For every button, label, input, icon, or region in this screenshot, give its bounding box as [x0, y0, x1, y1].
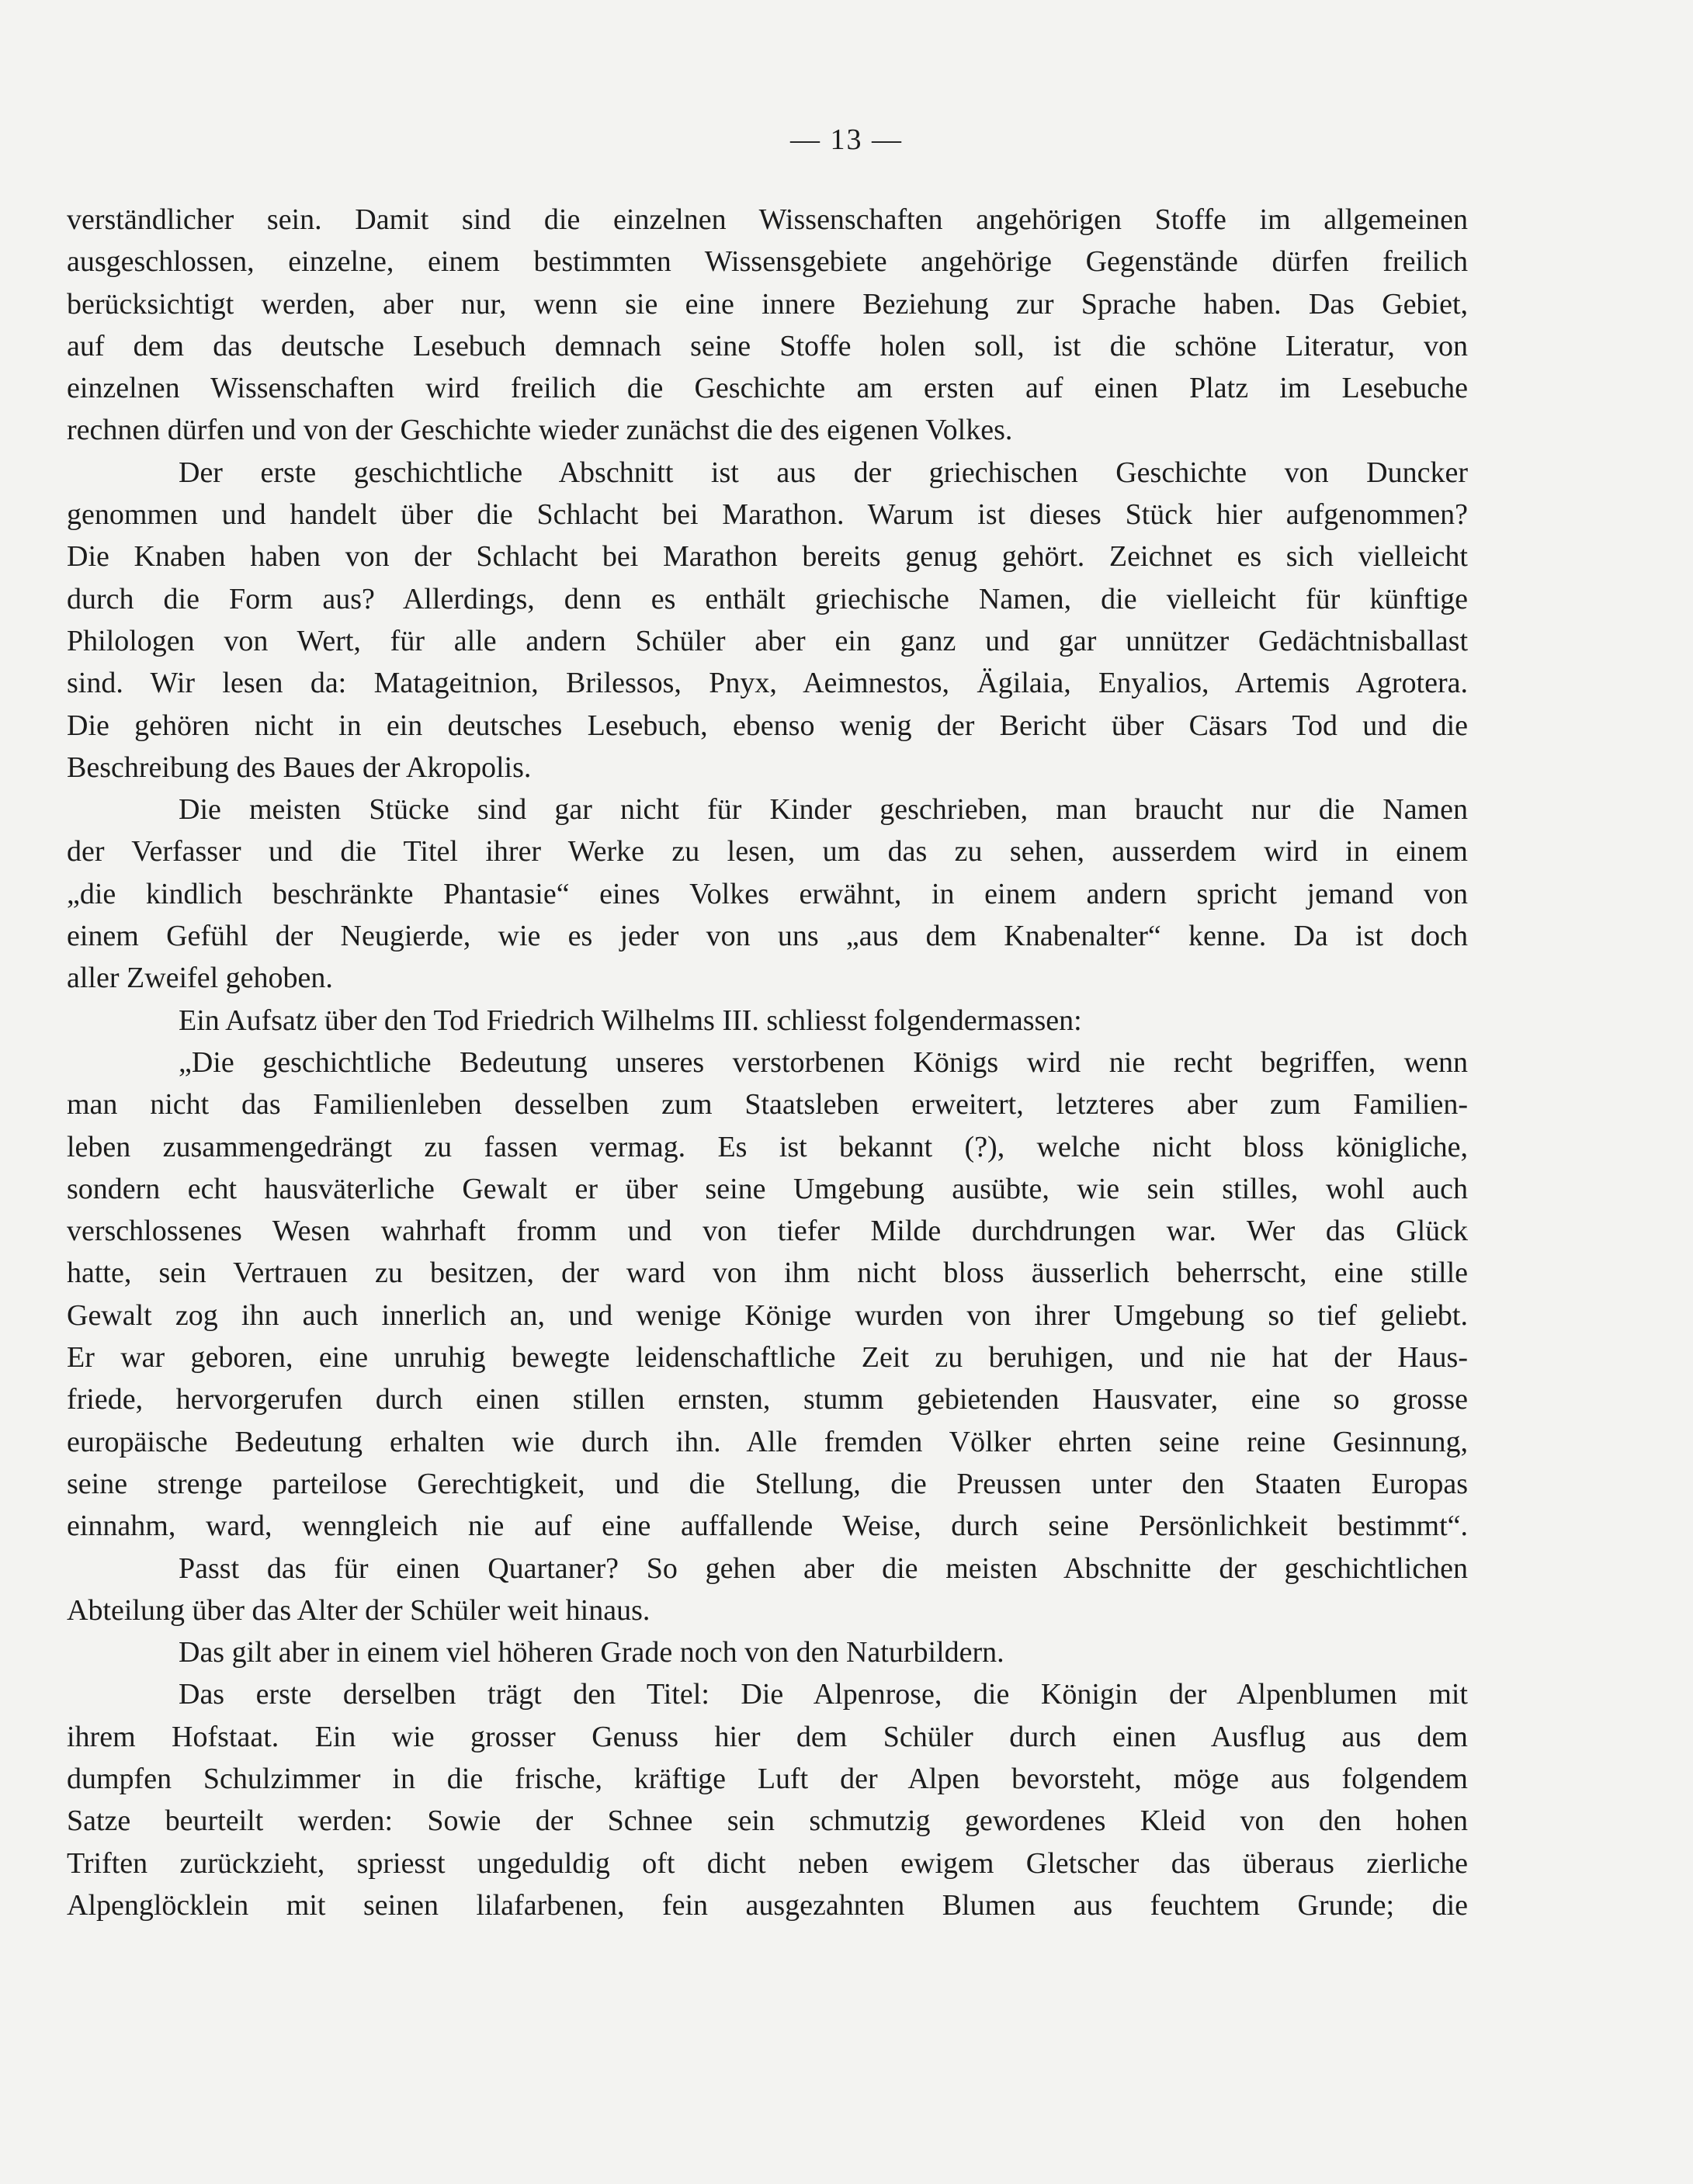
text-line: auf dem das deutsche Lesebuch demnach seine Stoffe holen soll, ist die schöne Literatur, von	[67, 329, 1468, 362]
text-line: „die kindlich beschränkte Phantasie“ eines Volkes erwähnt, in einem andern spricht jemand von	[67, 877, 1468, 910]
text-line: Die gehören nicht in ein deutsches Lesebuch, ebenso wenig der Bericht über Cäsars Tod und die	[67, 709, 1468, 742]
text-line: Beschreibung des Baues der Akropolis.	[67, 751, 532, 784]
text-line: Das erste derselben trägt den Titel: Die Alpenrose, die Königin der Alpenblumen mit	[179, 1678, 1468, 1711]
text-line: friede, hervorgerufen durch einen stillen ernsten, stumm gebietenden Hausvater, eine so grosse	[67, 1383, 1468, 1416]
text-line: Die Knaben haben von der Schlacht bei Marathon bereits genug gehört. Zeichnet es sich vielleicht	[67, 540, 1468, 574]
text-line: Ein Aufsatz über den Tod Friedrich Wilhelms III. schliesst folgendermassen:	[179, 1004, 1082, 1037]
text-line: einzelnen Wissenschaften wird freilich die Geschichte am ersten auf einen Platz im Lesebuche	[67, 372, 1468, 405]
text-line: dumpfen Schulzimmer in die frische, kräftige Luft der Alpen bevorsteht, möge aus folgendem	[67, 1762, 1468, 1795]
text-line: hatte, sein Vertrauen zu besitzen, der ward von ihm nicht bloss äusserlich beherrscht, eine stille	[67, 1257, 1468, 1290]
text-line: Triften zurückzieht, spriesst ungeduldig oft dicht neben ewigem Gletscher das überaus zierliche	[67, 1846, 1468, 1880]
text-line: Er war geboren, eine unruhig bewegte leidenschaftliche Zeit zu beruhigen, und nie hat der Haus-	[67, 1341, 1468, 1375]
text-line: verschlossenes Wesen wahrhaft fromm und von tiefer Milde durchdrungen war. Wer das Glück	[67, 1215, 1468, 1248]
text-line: Der erste geschichtliche Abschnitt ist aus der griechischen Geschichte von Duncker	[179, 456, 1468, 489]
text-line: Satze beurteilt werden: Sowie der Schnee sein schmutzig gewordenes Kleid von den hohen	[67, 1804, 1468, 1838]
text-line: sind. Wir lesen da: Matageitnion, Brilessos, Pnyx, Aeimnestos, Ägilaia, Enyalios, Artemis Agrotera.	[67, 667, 1468, 700]
text-line: rechnen dürfen und von der Geschichte wieder zunächst die des eigenen Volkes.	[67, 414, 1013, 447]
page-number: — 13 —	[790, 123, 903, 156]
text-line: der Verfasser und die Titel ihrer Werke zu lesen, um das zu sehen, ausserdem wird in einem	[67, 835, 1468, 868]
text-line: europäische Bedeutung erhalten wie durch ihn. Alle fremden Völker ehrten seine reine Gesinnung,	[67, 1425, 1468, 1458]
text-line: aller Zweifel gehoben.	[67, 962, 333, 995]
text-line: „Die geschichtliche Bedeutung unseres verstorbenen Königs wird nie recht begriffen, wenn	[179, 1045, 1468, 1079]
text-line: einem Gefühl der Neugierde, wie es jeder von uns „aus dem Knabenalter“ kenne. Da ist doch	[67, 920, 1468, 953]
text-line: Das gilt aber in einem viel höheren Grade noch von den Naturbildern.	[179, 1636, 1004, 1669]
text-line: Alpenglöcklein mit seinen lilafarbenen, fein ausgezahnten Blumen aus feuchtem Grunde; die	[67, 1888, 1468, 1922]
body-text	[67, 199, 1468, 1926]
text-line: genommen und handelt über die Schlacht bei Marathon. Warum ist dieses Stück hier aufgenommen?	[67, 498, 1468, 532]
text-line: Philologen von Wert, für alle andern Schüler aber ein ganz und gar unnützer Gedächtnisballast	[67, 624, 1468, 657]
text-line: Gewalt zog ihn auch innerlich an, und wenige Könige wurden von ihrer Umgebung so tief geliebt.	[67, 1298, 1468, 1332]
text-line: sondern echt hausväterliche Gewalt er über seine Umgebung ausübte, wie sein stilles, wohl auch	[67, 1172, 1468, 1205]
text-line: ihrem Hofstaat. Ein wie grosser Genuss hier dem Schüler durch einen Ausflug aus dem	[67, 1720, 1468, 1753]
text-line: leben zusammengedrängt zu fassen vermag. Es ist bekannt (?), welche nicht bloss königliche,	[67, 1130, 1468, 1163]
text-line: man nicht das Familienleben desselben zum Staatsleben erweitert, letzteres aber zum Familien-	[67, 1088, 1468, 1121]
text-line: einnahm, ward, wenngleich nie auf eine auffallende Weise, durch seine Persönlichkeit bestimmt“.	[67, 1510, 1468, 1543]
text-line: Passt das für einen Quartaner? So gehen aber die meisten Abschnitte der geschichtlichen	[179, 1551, 1468, 1585]
text-line: durch die Form aus? Allerdings, denn es enthält griechische Namen, die vielleicht für künftige	[67, 582, 1468, 615]
text-line: seine strenge parteilose Gerechtigkeit, und die Stellung, die Preussen unter den Staaten Europas	[67, 1467, 1468, 1500]
text-line: verständlicher sein. Damit sind die einzelnen Wissenschaften angehörigen Stoffe im allgemeinen	[67, 203, 1468, 236]
text-line: berücksichtigt werden, aber nur, wenn sie eine innere Beziehung zur Sprache haben. Das Gebiet,	[67, 287, 1468, 321]
text-line: Die meisten Stücke sind gar nicht für Kinder geschrieben, man braucht nur die Namen	[179, 793, 1468, 827]
text-line: ausgeschlossen, einzelne, einem bestimmten Wissensgebiete angehörige Gegenstände dürfen freilich	[67, 245, 1468, 279]
text-line: Abteilung über das Alter der Schüler weit hinaus.	[67, 1593, 650, 1627]
